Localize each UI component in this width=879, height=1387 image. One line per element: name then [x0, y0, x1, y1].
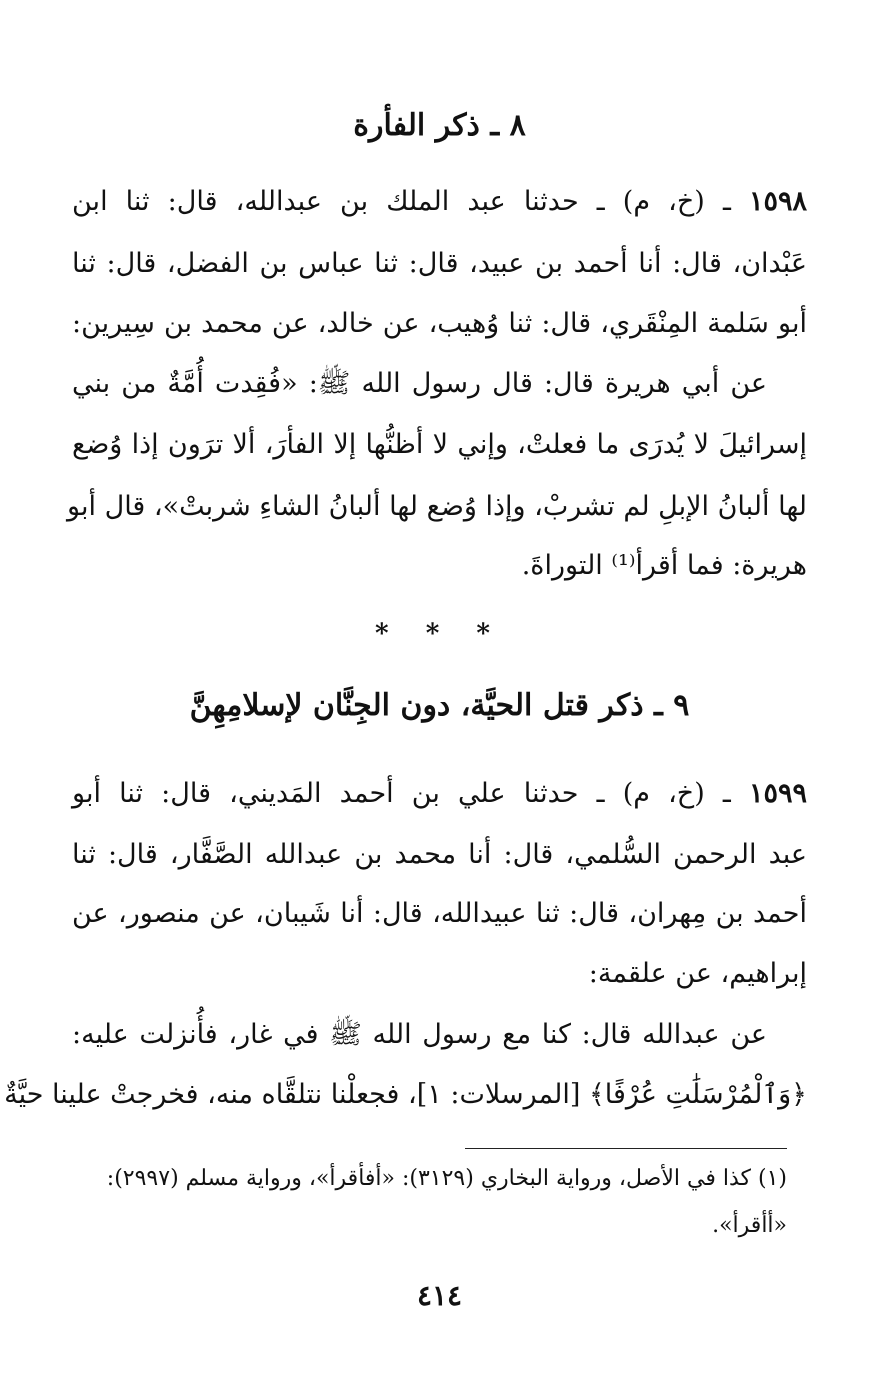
hadith-1599-line-6: ﴿وَٱلْمُرْسَلَٰتِ عُرْفًا﴾ [المرسلات: ١]، فجعلْنا نتلقَّاه منه، فخرجتْ علينا حيَّةٌ: [4, 1079, 807, 1110]
hadith-1598-line-3: أبو سَلمة المِنْقَري، قال: ثنا وُهيب، عن خالد، عن محمد بن سِيرين:: [72, 308, 807, 339]
hadith-number: ١٥٩٩: [748, 778, 807, 809]
footnote-line-2: «أأقرأ».: [712, 1213, 787, 1238]
line-text: ـ (خ، م) ـ حدثنا عبد الملك بن عبدالله، قال: ثنا ابن: [72, 186, 749, 217]
page-number: ٤١٤: [416, 1279, 463, 1312]
footnote-line-1: (١) كذا في الأصل، ورواية البخاري (٣١٢٩): «أفأقرأ»، ورواية مسلم (٢٩٩٧):: [106, 1166, 787, 1191]
hadith-1598-line-5: إسرائيلَ لا يُدرَى ما فعلتْ، وإني لا أظنُّها إلا الفأرَ، ألا ترَون إذا وُضع: [72, 429, 807, 460]
line-text: ـ (خ، م) ـ حدثنا علي بن أحمد المَديني، قال: ثنا أبو: [72, 778, 749, 809]
section-heading-mouse: ٨ ـ ذكر الفأرة: [353, 108, 526, 143]
hadith-1598-line-2: عَبْدان، قال: أنا أحمد بن عبيد، قال: ثنا عباس بن الفضل، قال: ثنا: [72, 248, 807, 279]
hadith-1599-line-4: إبراهيم، عن علقمة:: [588, 958, 807, 989]
footnote-divider: [465, 1148, 787, 1149]
hadith-1599-line-5: عن عبدالله قال: كنا مع رسول الله ﷺ في غار، فأُنزلت عليه:: [72, 1019, 767, 1050]
hadith-number: ١٥٩٨: [748, 186, 807, 217]
section-separator: * * *: [375, 619, 504, 649]
hadith-1599-line-1: [72, 774, 807, 814]
hadith-1598-line-4: عن أبي هريرة قال: قال رسول الله ﷺ: «فُقِدت أُمَّةٌ من بني: [72, 368, 767, 399]
hadith-1599-line-3: أحمد بن مِهران، قال: ثنا عبيدالله، قال: أنا شَيبان، عن منصور، عن: [72, 898, 807, 929]
section-heading-snake: ٩ ـ ذكر قتل الحيَّة، دون الجِنَّان لإسلامِهِنَّ: [189, 688, 690, 723]
hadith-1598-line-7: هريرة: فما أقرأ⁽¹⁾ التوراةَ.: [521, 550, 807, 581]
hadith-1599-line-2: عبد الرحمن السُّلمي، قال: أنا محمد بن عبدالله الصَّفَّار، قال: ثنا: [72, 839, 807, 870]
hadith-1598-line-1: [72, 182, 807, 222]
hadith-1598-line-6: لها ألبانُ الإبلِ لم تشربْ، وإذا وُضع لها ألبانُ الشاءِ شربتْ»، قال أبو: [67, 491, 807, 522]
